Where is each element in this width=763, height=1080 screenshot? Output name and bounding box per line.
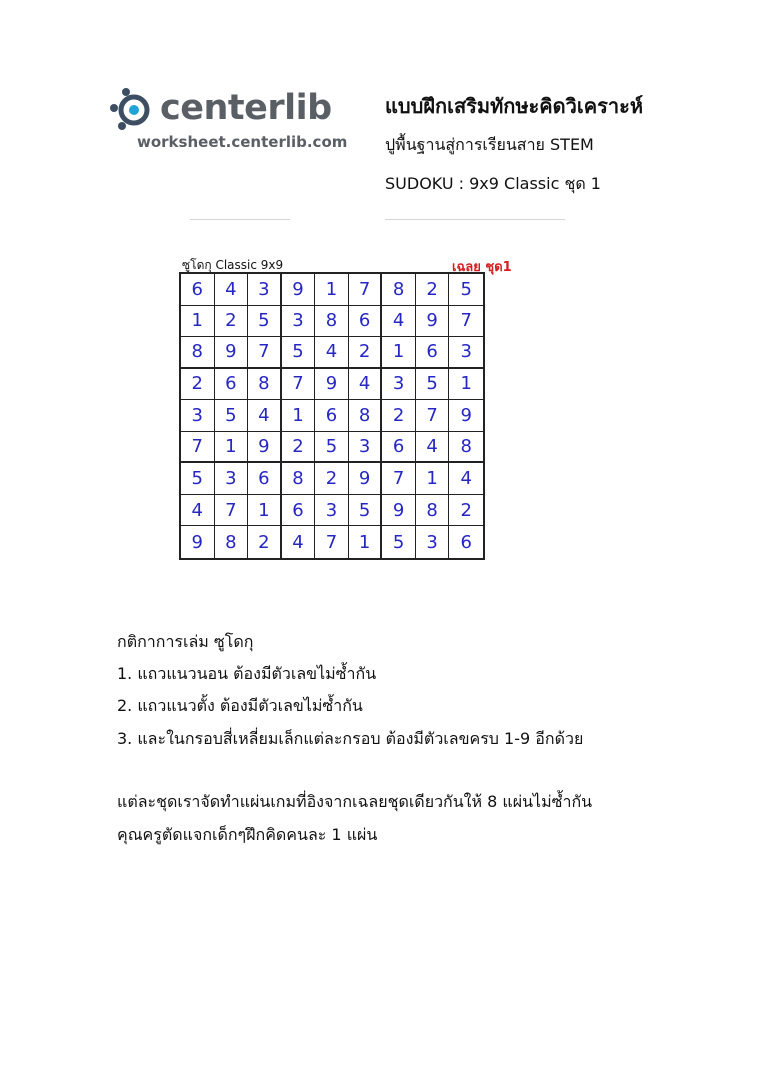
sudoku-cell: 9 — [449, 400, 483, 432]
sudoku-cell: 4 — [416, 432, 450, 464]
sudoku-cell: 9 — [282, 274, 316, 306]
sudoku-cell: 1 — [449, 369, 483, 401]
sudoku-cell: 2 — [315, 463, 349, 495]
sudoku-cell: 8 — [282, 463, 316, 495]
sudoku-cell: 4 — [449, 463, 483, 495]
sudoku-cell: 3 — [416, 526, 450, 558]
sudoku-cell: 1 — [382, 337, 416, 369]
logo-wordmark: centerlib — [160, 88, 332, 128]
logo-url: worksheet.centerlib.com — [137, 133, 348, 151]
sudoku-cell: 9 — [215, 337, 249, 369]
sudoku-cell: 2 — [449, 495, 483, 527]
centerlib-logo-icon — [110, 86, 158, 134]
sudoku-cell: 4 — [315, 337, 349, 369]
sudoku-cell: 6 — [349, 306, 383, 338]
sudoku-cell: 7 — [416, 400, 450, 432]
sudoku-cell: 3 — [248, 274, 282, 306]
sudoku-cell: 7 — [382, 463, 416, 495]
sudoku-cell: 9 — [315, 369, 349, 401]
sudoku-cell: 1 — [282, 400, 316, 432]
sudoku-cell: 7 — [449, 306, 483, 338]
sudoku-cell: 5 — [416, 369, 450, 401]
sudoku-cell: 3 — [382, 369, 416, 401]
sudoku-grid — [179, 272, 485, 560]
sudoku-cell: 1 — [215, 432, 249, 464]
sudoku-cell: 1 — [416, 463, 450, 495]
sudoku-cell: 6 — [315, 400, 349, 432]
sudoku-cell: 8 — [215, 526, 249, 558]
sudoku-cell: 3 — [282, 306, 316, 338]
sudoku-cell: 3 — [215, 463, 249, 495]
sudoku-cell: 6 — [382, 432, 416, 464]
answer-label: เฉลย ชุด1 — [452, 260, 512, 275]
note-text: คุณครูตัดแจกเด็กๆฝึกคิดคนละ 1 แผ่น — [117, 825, 378, 844]
sudoku-cell: 6 — [416, 337, 450, 369]
sudoku-cell: 6 — [460, 531, 472, 553]
sudoku-cell: 7 — [248, 337, 282, 369]
sudoku-cell: 2 — [248, 526, 282, 558]
sudoku-cell: 2 — [416, 274, 450, 306]
sudoku-cell: 5 — [282, 337, 316, 369]
centerlib-logo — [110, 86, 348, 156]
sudoku-cell: 5 — [449, 274, 483, 306]
rule-item: 1. แถวแนวนอน ต้องมีตัวเลขไม่ซ้ำกัน — [117, 664, 377, 683]
sudoku-cell: 5 — [248, 306, 282, 338]
sudoku-cell: 8 — [248, 369, 282, 401]
sudoku-cell: 5 — [382, 526, 416, 558]
sudoku-cell: 7 — [349, 274, 383, 306]
sudoku-cell: 6 — [282, 495, 316, 527]
sudoku-cell: 9 — [382, 495, 416, 527]
set-name: SUDOKU : 9x9 Classic ชุด 1 — [385, 174, 601, 193]
sudoku-cell: 4 — [382, 306, 416, 338]
sudoku-cell: 3 — [349, 432, 383, 464]
sudoku-cell: 5 — [181, 463, 215, 495]
sudoku-cell: 5 — [215, 400, 249, 432]
sudoku-cell: 8 — [315, 306, 349, 338]
page-subtitle: ปูพื้นฐานสู่การเรียนสาย STEM — [385, 135, 594, 154]
sudoku-cell: 8 — [382, 274, 416, 306]
sudoku-cell: 4 — [181, 495, 215, 527]
sudoku-cell: 8 — [416, 495, 450, 527]
sudoku-cell: 7 — [215, 495, 249, 527]
sudoku-cell: 6 — [248, 463, 282, 495]
sudoku-cell: 2 — [181, 369, 215, 401]
sudoku-cell: 6 — [215, 369, 249, 401]
rules-heading: กติกาการเล่ม ซูโดกุ — [117, 632, 254, 651]
sudoku-cell: 9 — [416, 306, 450, 338]
sudoku-cell: 7 — [315, 526, 349, 558]
grid-label: ซูโดกุ Classic 9x9 — [182, 258, 284, 272]
note-text: แต่ละชุดเราจัดทำแผ่นเกมที่อิงจากเฉลยชุดเดียวกันให้ 8 แผ่นไม่ซ้ำกัน — [117, 792, 593, 811]
rule-item: 2. แถวแนวตั้ง ต้องมีตัวเลขไม่ซ้ำกัน — [117, 696, 363, 715]
sudoku-cell: 2 — [215, 306, 249, 338]
sudoku-cell: 9 — [181, 526, 215, 558]
sudoku-cell: 4 — [248, 400, 282, 432]
rule-item: 3. และในกรอบสี่เหลี่ยมเล็กแต่ละกรอบ ต้องมีตัวเลขครบ 1-9 อีกด้วย — [117, 729, 584, 748]
sudoku-cell: 4 — [215, 274, 249, 306]
page-title: แบบฝึกเสริมทักษะคิดวิเคราะห์ — [385, 94, 644, 118]
sudoku-cell: 8 — [349, 400, 383, 432]
sudoku-cell: 1 — [181, 306, 215, 338]
sudoku-cell: 7 — [181, 432, 215, 464]
sudoku-cell: 1 — [315, 274, 349, 306]
sudoku-cell: 1 — [248, 495, 282, 527]
divider-left — [190, 219, 290, 220]
sudoku-cell: 2 — [382, 400, 416, 432]
sudoku-cell: 5 — [315, 432, 349, 464]
sudoku-cell: 7 — [282, 369, 316, 401]
sudoku-cell: 9 — [248, 432, 282, 464]
sudoku-cell: 4 — [282, 526, 316, 558]
sudoku-cell: 8 — [449, 432, 483, 464]
sudoku-cell: 2 — [349, 337, 383, 369]
sudoku-cell: 4 — [349, 369, 383, 401]
sudoku-cell: 3 — [315, 495, 349, 527]
sudoku-cell: 3 — [449, 337, 483, 369]
sudoku-cell: 3 — [181, 400, 215, 432]
sudoku-cell: 9 — [349, 463, 383, 495]
sudoku-cell: 2 — [282, 432, 316, 464]
divider-right — [385, 219, 565, 220]
sudoku-cell: 6 — [181, 274, 215, 306]
sudoku-cell: 8 — [181, 337, 215, 369]
sudoku-cell: 5 — [349, 495, 383, 527]
sudoku-cell: 1 — [349, 526, 383, 558]
